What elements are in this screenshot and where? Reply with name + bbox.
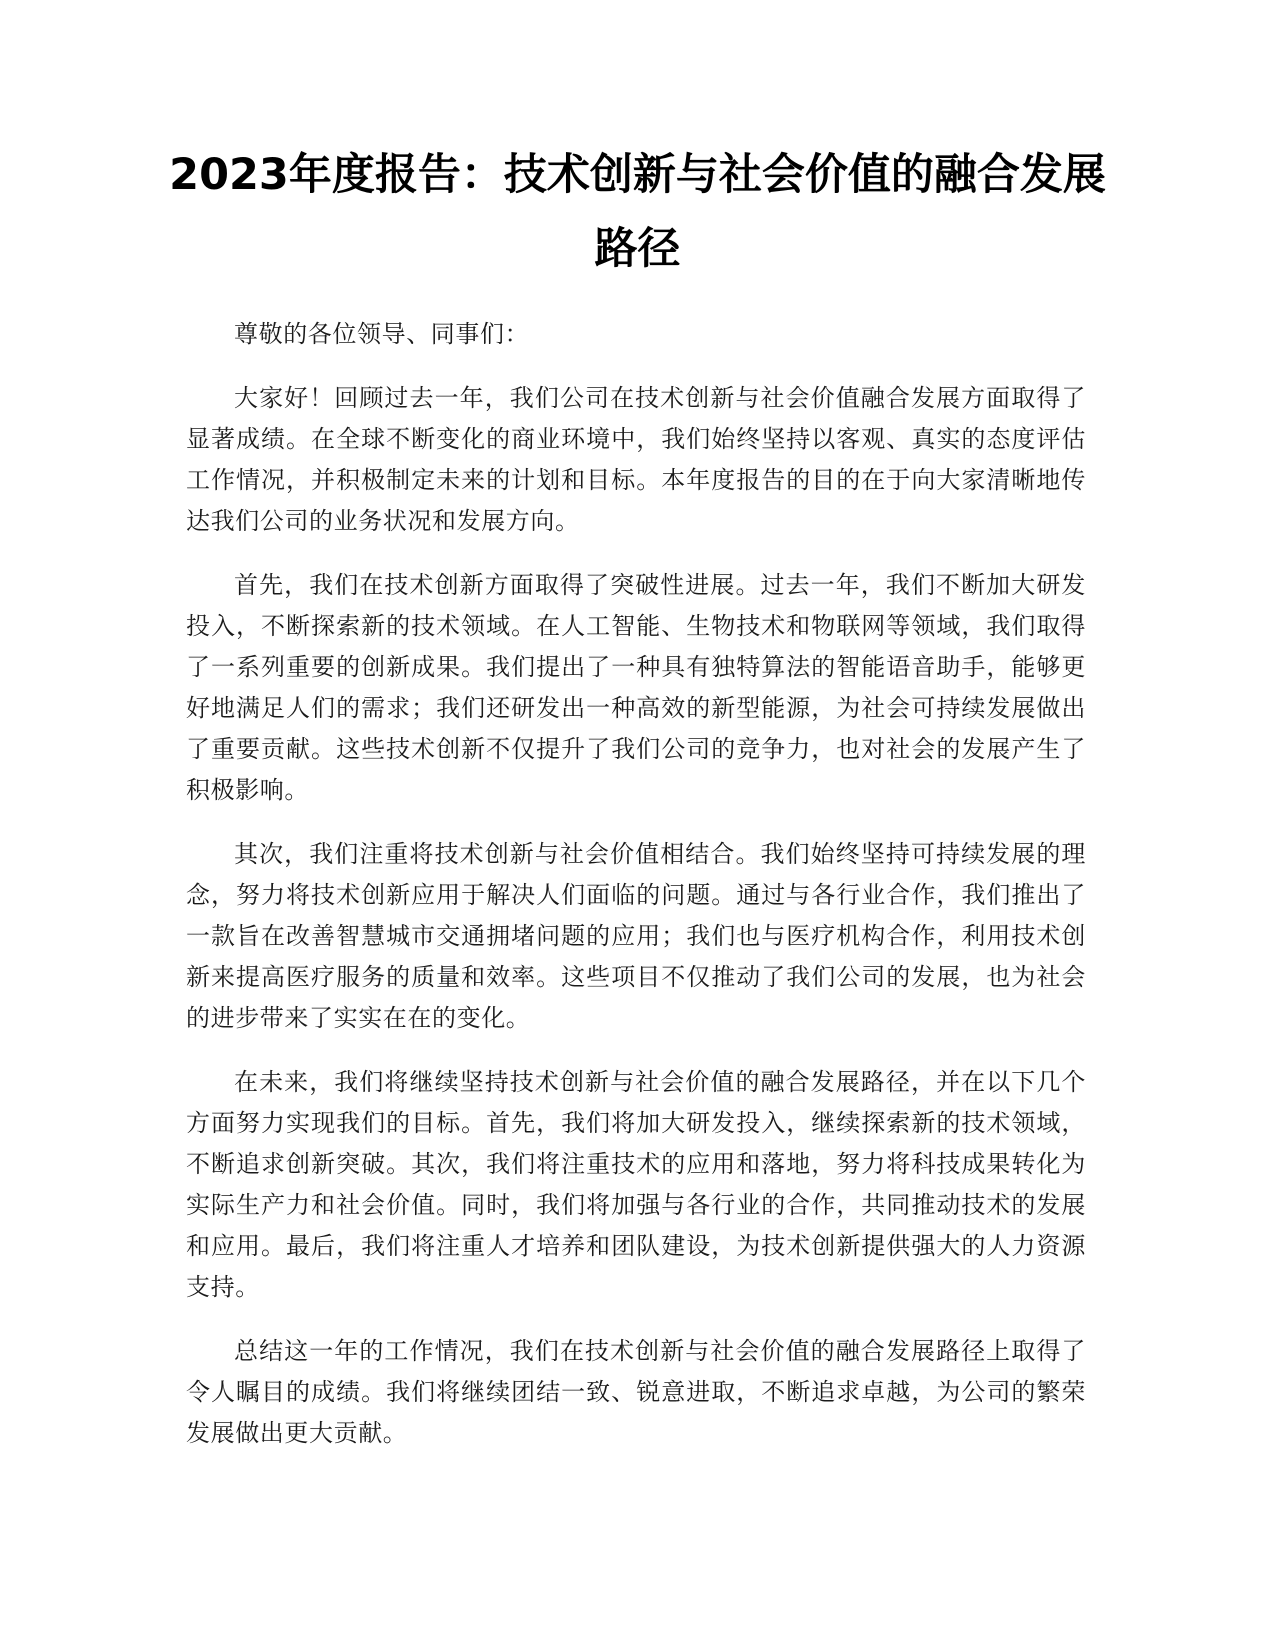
future-plan-paragraph: 在未来，我们将继续坚持技术创新与社会价值的融合发展路径，并在以下几个方面努力实现我们的目标。首先，我们将加大研发投入，继续探索新的技术领域，不断追求创新突破。其次，我们将注重技术的应用和落地，努力将科技成果转化为实际生产力和社会价值。同时，我们将加强与各行业的合作，共同推动技术的发展和应用。最后，我们将注重人才培养和团队建设，为技术创新提供强大的人力资源支持。 xyxy=(186,1068,1086,1301)
document-title: 2023年度报告：技术创新与社会价值的融合发展路径 xyxy=(169,150,1106,274)
innovation-paragraph: 首先，我们在技术创新方面取得了突破性进展。过去一年，我们不断加大研发投入，不断探索新的技术领域。在人工智能、生物技术和物联网等领域，我们取得了一系列重要的创新成果。我们提出了一种具有独特算法的智能语音助手，能够更好地满足人们的需求；我们还研发出一种高效的新型能源，为社会可持续发展做出了重要贡献。这些技术创新不仅提升了我们公司的竞争力，也对社会的发展产生了积极影响。 xyxy=(186,571,1086,804)
document-body xyxy=(186,314,1086,1477)
summary-paragraph: 总结这一年的工作情况，我们在技术创新与社会价值的融合发展路径上取得了令人瞩目的成绩。我们将继续团结一致、锐意进取，不断追求卓越，为公司的繁荣发展做出更大贡献。 xyxy=(186,1337,1086,1447)
salutation-paragraph: 尊敬的各位领导、同事们： xyxy=(234,320,530,348)
social-value-paragraph: 其次，我们注重将技术创新与社会价值相结合。我们始终坚持可持续发展的理念，努力将技术创新应用于解决人们面临的问题。通过与各行业合作，我们推出了一款旨在改善智慧城市交通拥堵问题的应用；我们也与医疗机构合作，利用技术创新来提高医疗服务的质量和效率。这些项目不仅推动了我们公司的发展，也为社会的进步带来了实实在在的变化。 xyxy=(186,840,1086,1032)
intro-paragraph: 大家好！回顾过去一年，我们公司在技术创新与社会价值融合发展方面取得了显著成绩。在全球不断变化的商业环境中，我们始终坚持以客观、真实的态度评估工作情况，并积极制定未来的计划和目标。本年度报告的目的在于向大家清晰地传达我们公司的业务状况和发展方向。 xyxy=(186,384,1086,535)
